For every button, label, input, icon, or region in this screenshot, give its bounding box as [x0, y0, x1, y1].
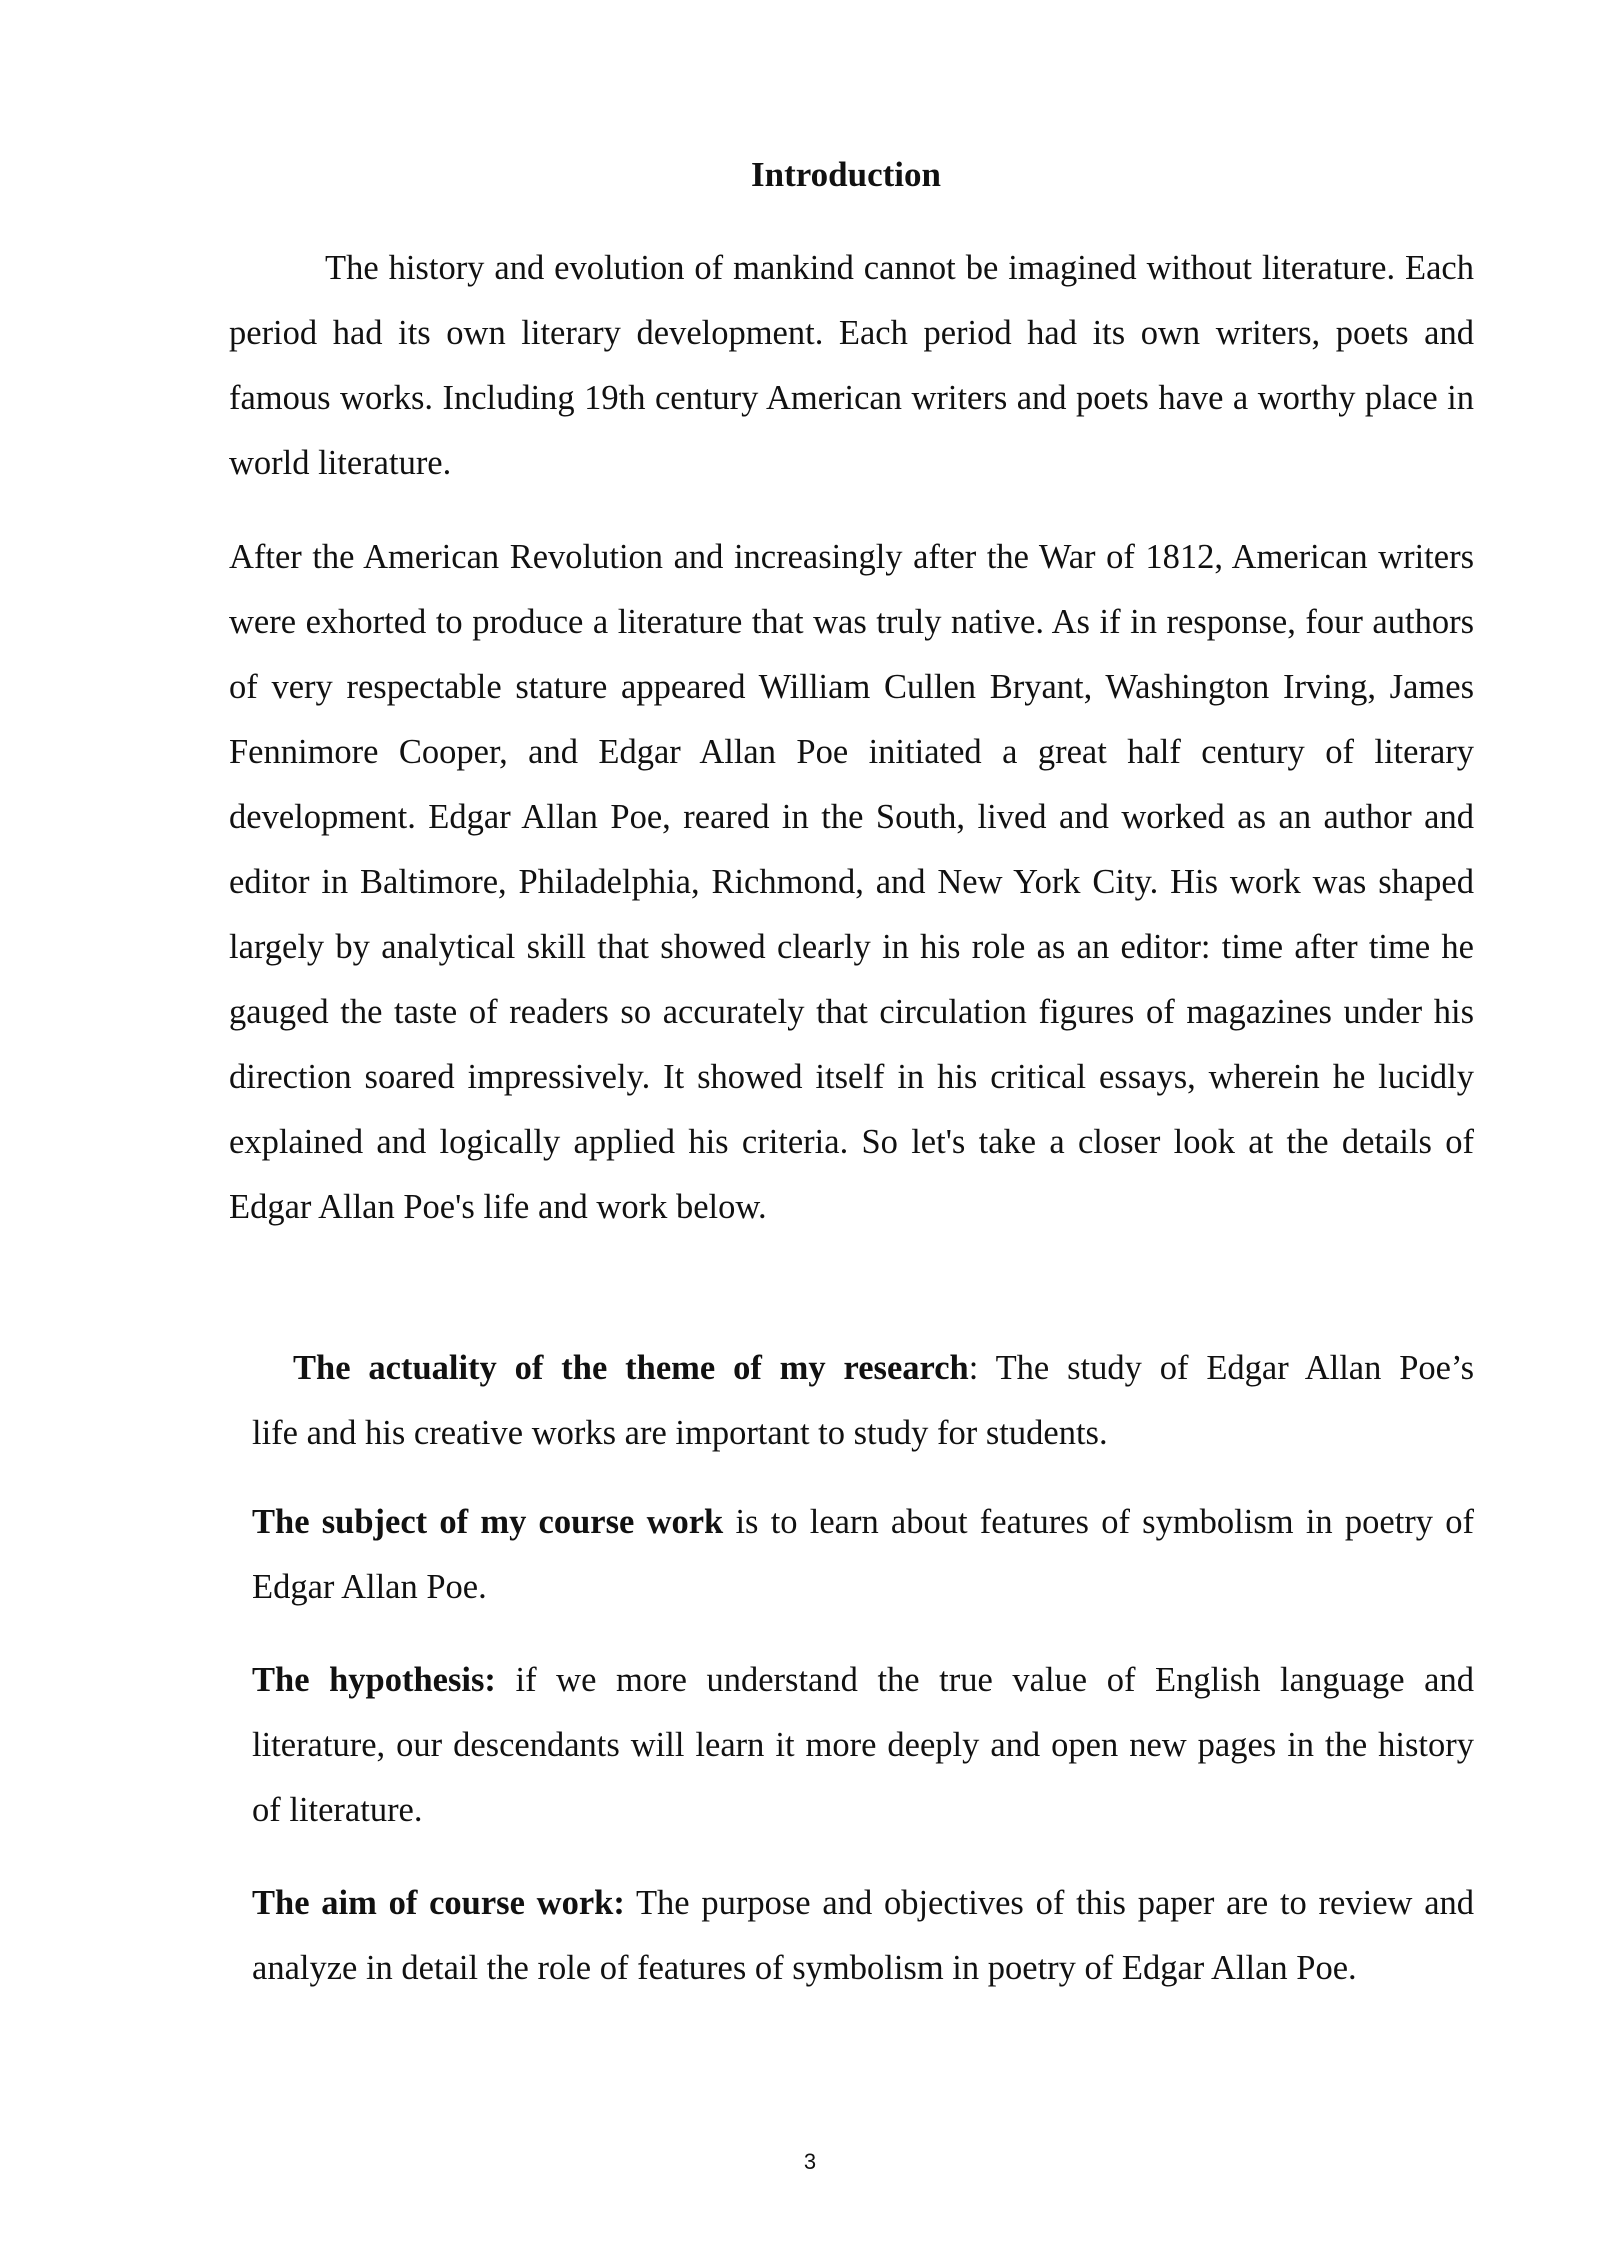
- actuality-label: The actuality of the theme of my research: [293, 1349, 969, 1387]
- paragraph-aim: [252, 1871, 1474, 2001]
- subject-text: is to learn about features of symbolism in poetry of Edgar Allan Poe.: [252, 1503, 1474, 1606]
- actuality-first-line: [229, 1336, 1474, 1401]
- section-heading: Introduction: [751, 155, 941, 194]
- actuality-text-rest: life and his creative works are important to study for students.: [252, 1414, 1108, 1452]
- paragraph-intro: The history and evolution of mankind cannot be imagined without literature. Each period had its own literary development. Each period had its own writers, poets and famous works. Including 19th century American writers and poets have a worthy place in world literature.: [229, 249, 1474, 482]
- paragraph-subject: [252, 1490, 1474, 1620]
- aim-label: The aim of course work:: [252, 1884, 625, 1922]
- actuality-text-start: : The study of Edgar Allan Poe’s: [968, 1349, 1475, 1387]
- subject-label: The subject of my course work: [252, 1503, 724, 1541]
- paragraph-hypothesis: [252, 1648, 1474, 1843]
- page-number: 3: [803, 2149, 817, 2174]
- hypothesis-text: if we more understand the true value of English language and literature, our descendants will learn it more deeply and open new pages in the history of literature.: [252, 1661, 1474, 1829]
- paragraph-actuality: [229, 1336, 1474, 1466]
- paragraph-history: After the American Revolution and increasingly after the War of 1812, American writers were exhorted to produce a literature that was truly native. As if in response, four authors of very respectable stature appeared William Cullen Bryant, Washington Irving, James Fennimore Cooper, and Edgar Allan Poe initiated a great half century of literary development. Edgar Allan Poe, reared in the South, lived and worked as an author and editor in Baltimore, Philadelphia, Richmond, and New York City. His work was shaped largely by analytical skill that showed clearly in his role as an editor: time after time he gauged the taste of readers so accurately that circulation figures of magazines under his direction soared impressively. It showed itself in his critical essays, wherein he lucidly explained and logically applied his criteria. So let's take a closer look at the details of Edgar Allan Poe's life and work below.: [229, 538, 1474, 1226]
- aim-text: The purpose and objectives of this paper are to review and analyze in detail the role of features of symbolism in poetry of Edgar Allan Poe.: [252, 1884, 1475, 1987]
- hypothesis-label: The hypothesis:: [252, 1661, 496, 1699]
